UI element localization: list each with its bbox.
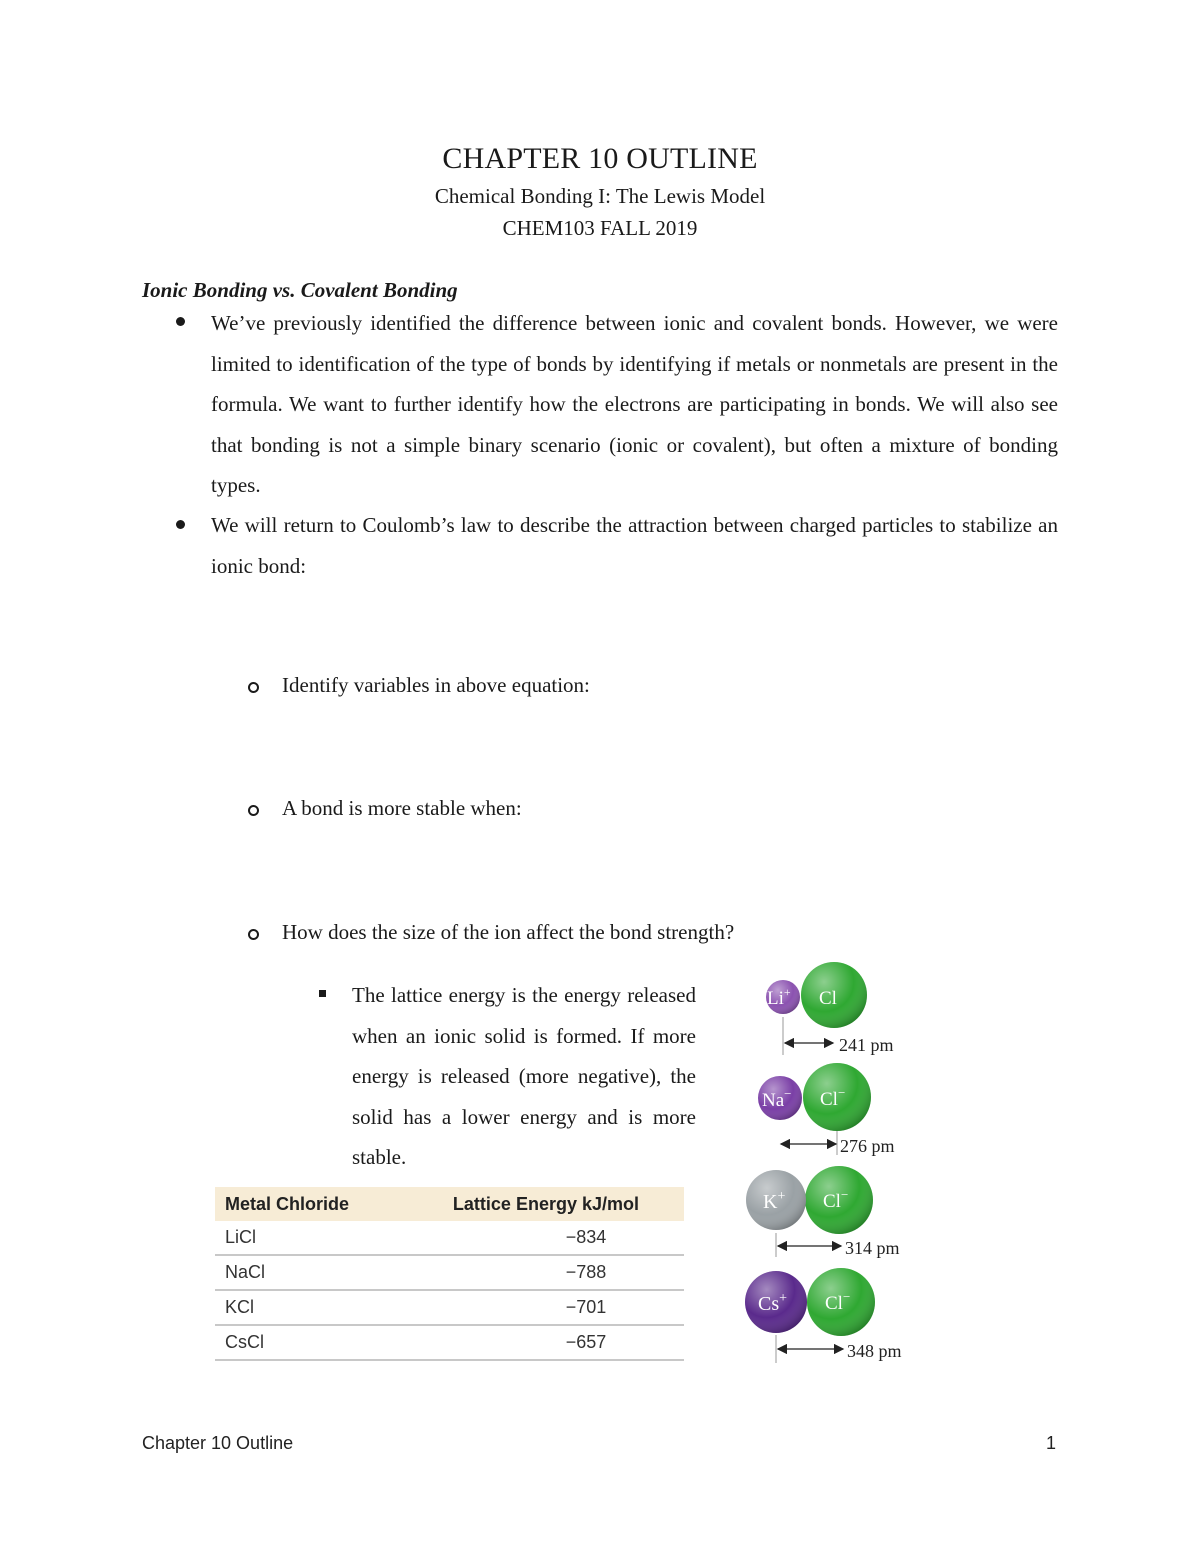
cation-charge: + [779, 1291, 788, 1306]
section-heading: Ionic Bonding vs. Covalent Bonding [142, 278, 458, 302]
ion-pair-licl [766, 962, 894, 1055]
circle-bullet [248, 805, 259, 816]
energy-cell: −701 [408, 1290, 684, 1325]
ion-pair-kcl [746, 1166, 900, 1258]
anion-charge: − [840, 1187, 849, 1202]
distance-label: 241 pm [839, 1035, 894, 1055]
cation-charge: − [784, 1086, 792, 1101]
square-bullet [319, 990, 326, 997]
table-row [215, 1221, 684, 1255]
anion-label: Cl [820, 1089, 838, 1110]
energy-cell: −788 [408, 1255, 684, 1290]
chapter-subtitle: Chemical Bonding I: The Lewis Model [434, 184, 766, 208]
lattice-energy-text: The lattice energy is the energy released when an ionic solid is formed. If more energy is released (more negative), the solid has a lower energy and is more stable. [352, 983, 696, 1170]
bullet-paragraph-2: We will return to Coulomb’s law to describe the attraction between charged particles to stabilize an ionic bond: [211, 513, 1058, 578]
compound-cell: NaCl [215, 1255, 408, 1290]
lattice-energy-table [215, 1187, 684, 1361]
footer-title: Chapter 10 Outline [142, 1433, 294, 1453]
energy-cell: −657 [408, 1325, 684, 1360]
anion-label: Cl [823, 1191, 841, 1212]
bullet-dot [176, 520, 185, 529]
anion-charge: − [837, 1085, 846, 1100]
page-title: CHAPTER 10 OUTLINE [442, 142, 758, 175]
anion-label: Cl [819, 988, 837, 1009]
compound-cell: LiCl [215, 1221, 408, 1255]
ion-pair-cscl [745, 1268, 902, 1363]
cation-label: Cs [758, 1293, 780, 1315]
cation-label: K [763, 1191, 778, 1213]
cation-label: Li [767, 988, 784, 1009]
circle-bullet [248, 682, 259, 693]
circle-bullet [248, 929, 259, 940]
anion-charge: − [842, 1289, 851, 1304]
energy-cell: −834 [408, 1221, 684, 1255]
header-lattice-energy: Lattice Energy kJ/mol [408, 1187, 684, 1221]
ion-pair-nacl [758, 1063, 895, 1156]
distance-label: 348 pm [847, 1341, 902, 1361]
bullet-paragraph-1: We’ve previously identified the difference between ionic and covalent bonds. However, we were limited to identification of the type of bonds by identifying if metals or nonmetals are present in the formula. We want to further identify how the electrons are participating in bonds. We will also see that bonding is not a simple binary scenario (ionic or covalent), but often a mixture of bonding types. [211, 311, 1058, 498]
sub-item-ion-size: How does the size of the ion affect the bond strength? [282, 920, 735, 944]
table-header-row [215, 1187, 684, 1221]
sub-item-variables: Identify variables in above equation: [282, 673, 590, 697]
header-metal-chloride: Metal Chloride [215, 1187, 408, 1221]
table-row [215, 1290, 684, 1325]
distance-label: 276 pm [840, 1136, 895, 1156]
cation-charge: + [777, 1189, 786, 1204]
anion-label: Cl [825, 1293, 843, 1314]
page-number: 1 [1046, 1433, 1057, 1453]
distance-label: 314 pm [845, 1238, 900, 1258]
table-row [215, 1325, 684, 1360]
compound-cell: KCl [215, 1290, 408, 1325]
sub-item-stability: A bond is more stable when: [282, 796, 522, 820]
course-name: CHEM103 FALL 2019 [502, 216, 698, 240]
cation-label: Na [762, 1090, 785, 1111]
bullet-dot [176, 317, 185, 326]
ion-size-diagram [735, 955, 925, 1375]
compound-cell: CsCl [215, 1325, 408, 1360]
cation-charge: + [783, 985, 791, 999]
table-row [215, 1255, 684, 1290]
